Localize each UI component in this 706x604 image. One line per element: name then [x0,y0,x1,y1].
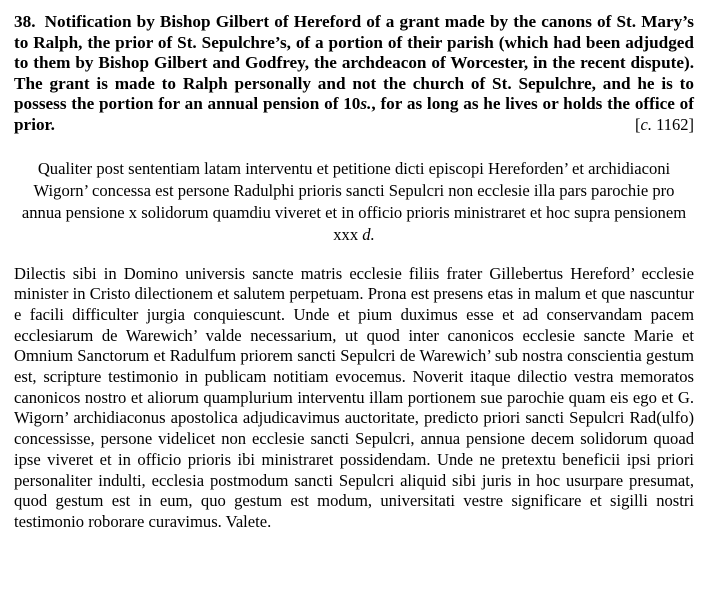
rubric-summary [14,158,694,246]
heading-shilling-abbrev: s. [360,94,372,114]
date-bracket: [ [635,114,641,134]
date-year: 1162] [651,114,694,134]
entry-number: 38. [14,12,36,31]
date-circa: c. [640,114,652,134]
entry-date [635,115,694,136]
entry-heading [14,12,694,136]
summary-text: Qualiter post sententiam latam interventu et petitione dicti episcopi Hereforden’ et archidiaconi Wigorn’ concessa est persone Radulphi prioris sancti Sepulcri non ecclesie illa pars parochie pro annua pensione x solidorum quamdiu viveret et in officio prioris ministraret et hoc supra pensionem xxx [21,158,687,244]
charter-text: Dilectis sibi in Domino universis sancte matris ecclesie filiis frater Gillebertus Hereford’ ecclesie minister in Cristo dilectionem et salutem perpetuam. Prona est presens etas in malum et que nascuntur e facili difficulter jurgia conquiescunt. Unde et pium duximus esse et ad conservandam pacem ecclesiarum de Warewich’ valde necessarium, ut quod inter canonicos ecclesie sancte Marie et Omnium Sanctorum et Radulfum priorem sancti Sepulcri de Warewich’ sub nostra conscientia gestum est, scripture testimonio in publicam notitiam evocemus. Noverit itaque dilectio vestra memoratos canonicos nostro et aliorum quamplurium interventu illam portionem sue parochie quam eis ego et G. Wigorn’ archidiaconus apostolica adjudicavimus auctoritate, predicto priori sancti Sepulcri Rad(ulfo) concessisse, persone videlicet non ecclesie sancti Sepulcri, annua pensione decem solidorum quoad ipse viveret et in officio prioris ibi ministraret possidendam. Unde ne pretextu beneficii ipsi priori personaliter indulti, ecclesia postmodum sancti Sepulcri aliquid sibi juris in hoc usurpare presumat, quod gestum est in eum, quo gestum est modum, universitati vestre significare et sigilli nostri testimonio roborare curavimus. Valete. [14,263,694,531]
summary-denarius: d. [362,224,375,244]
heading-tail: , for as long as he lives or holds the office of prior. [14,94,694,134]
heading-text: Notification by Bishop Gilbert of Hereford of a grant made by the canons of St. Mary’s to Ralph, the prior of St. Sepulchre’s, of a portion of their parish (which had been adjudged to them by Bishop Gilbert and Godfrey, the archdeacon of Worcester, in the recent dispute). The grant is made to Ralph personally and not the church of St. Sepulchre, and he is to possess the portion for an annual pension of 10 [14,12,695,114]
